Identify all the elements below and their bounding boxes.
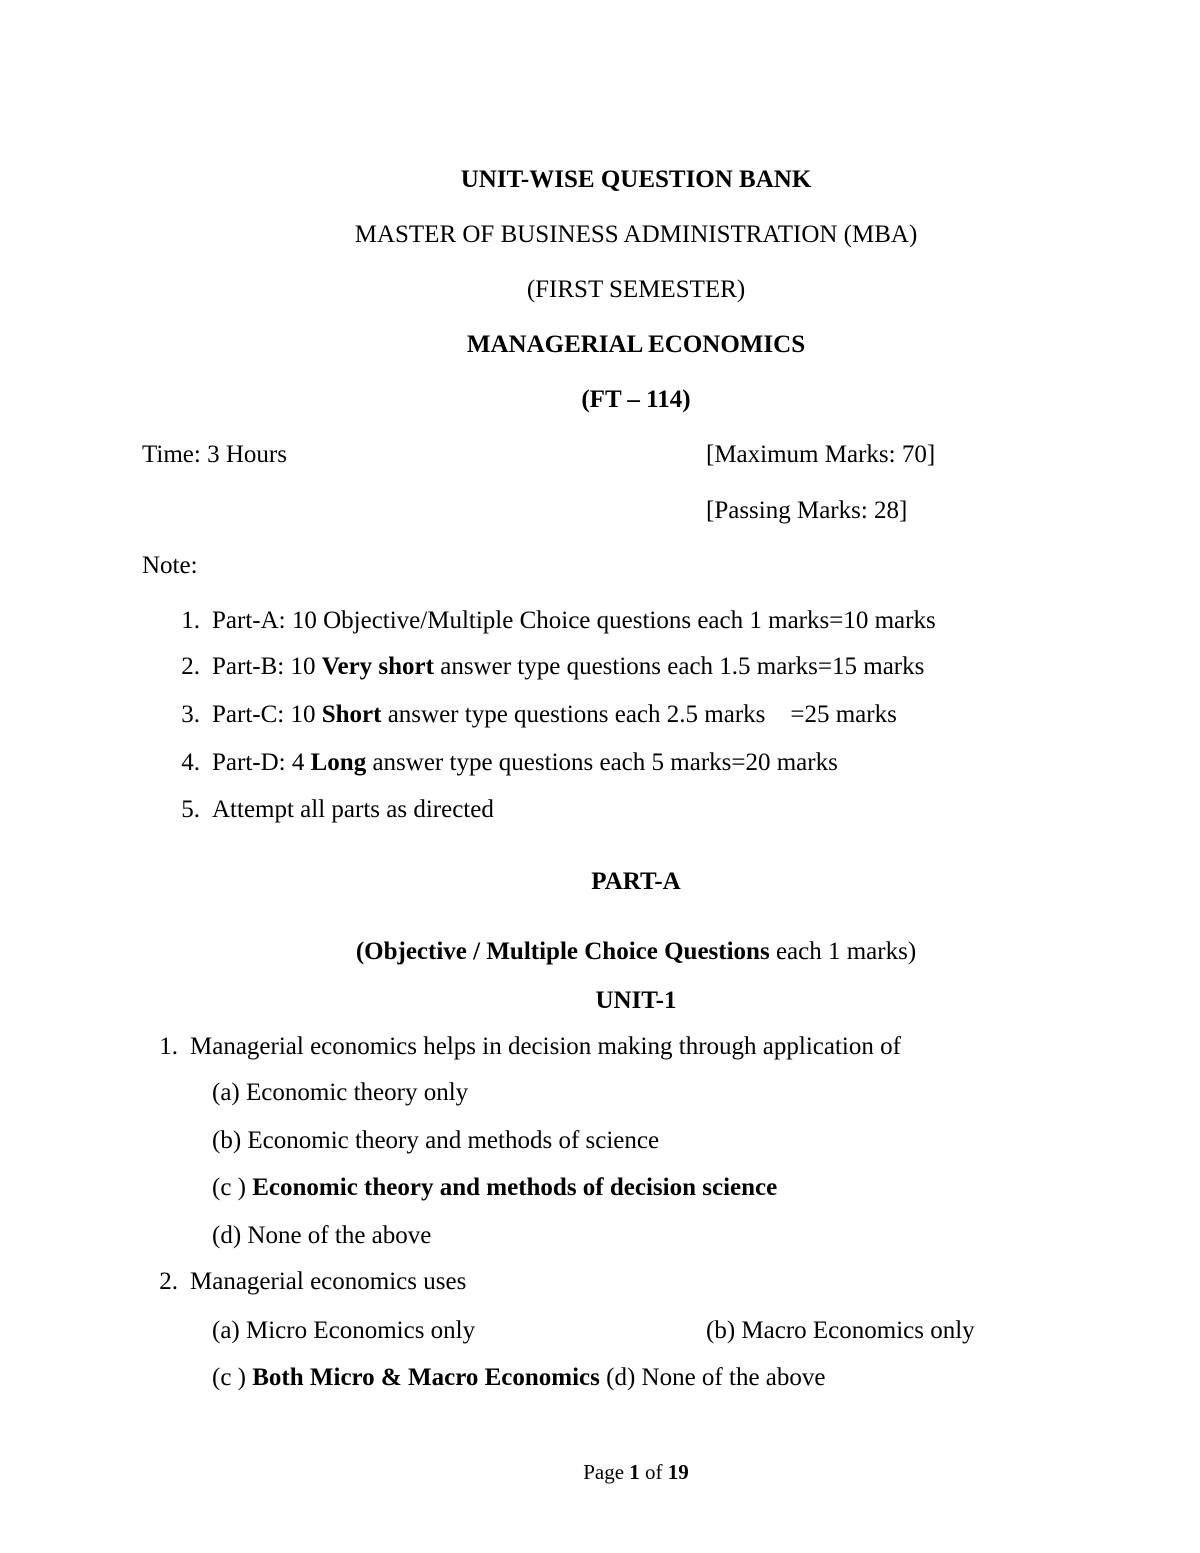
question-number: 2. — [159, 1268, 178, 1295]
question-text: Managerial economics helps in decision making through application of — [190, 1033, 901, 1060]
note-item-number: 1. — [181, 607, 200, 634]
option-c-correct: (c ) Both Micro & Macro Economics (d) None of the above — [212, 1364, 826, 1391]
exam-time: Time: 3 Hours — [142, 441, 287, 468]
option-a: (a) Economic theory only — [212, 1079, 469, 1106]
note-item-text: Part-D: 4 Long answer type questions each 5 marks=20 marks — [212, 749, 838, 776]
note-item-text: Attempt all parts as directed — [212, 796, 494, 823]
part-a-heading: PART-A — [591, 868, 681, 895]
note-item-number: 2. — [181, 653, 200, 680]
option-c-correct: (c ) Economic theory and methods of decision science — [212, 1174, 778, 1201]
option-a: (a) Micro Economics only — [212, 1317, 476, 1344]
note-item-number: 5. — [181, 796, 200, 823]
note-label: Note: — [142, 552, 198, 579]
subject-code: (FT – 114) — [581, 386, 691, 413]
note-item-number: 3. — [181, 701, 200, 728]
document-title: UNIT-WISE QUESTION BANK — [460, 166, 812, 193]
page-number: Page 1 of 19 — [583, 1460, 689, 1484]
note-item-number: 4. — [181, 749, 200, 776]
program-name: MASTER OF BUSINESS ADMINISTRATION (MBA) — [354, 221, 918, 248]
question-text: Managerial economics uses — [190, 1268, 467, 1295]
note-item-text: Part-C: 10 Short answer type questions each 2.5 marks =25 marks — [212, 701, 897, 728]
option-b: (b) Economic theory and methods of science — [212, 1127, 660, 1154]
note-item-text: Part-A: 10 Objective/Multiple Choice questions each 1 marks=10 marks — [212, 607, 936, 634]
unit-heading: UNIT-1 — [595, 987, 677, 1014]
maximum-marks: [Maximum Marks: 70] — [706, 441, 936, 468]
option-d: (d) None of the above — [212, 1222, 432, 1249]
option-b: (b) Macro Economics only — [706, 1317, 975, 1344]
question-number: 1. — [159, 1033, 178, 1060]
semester: (FIRST SEMESTER) — [526, 276, 746, 303]
passing-marks: [Passing Marks: 28] — [706, 497, 908, 524]
note-item-text: Part-B: 10 Very short answer type questions each 1.5 marks=15 marks — [212, 653, 925, 680]
subject-name: MANAGERIAL ECONOMICS — [466, 331, 806, 358]
part-a-subheading: (Objective / Multiple Choice Questions each 1 marks) — [355, 938, 917, 965]
